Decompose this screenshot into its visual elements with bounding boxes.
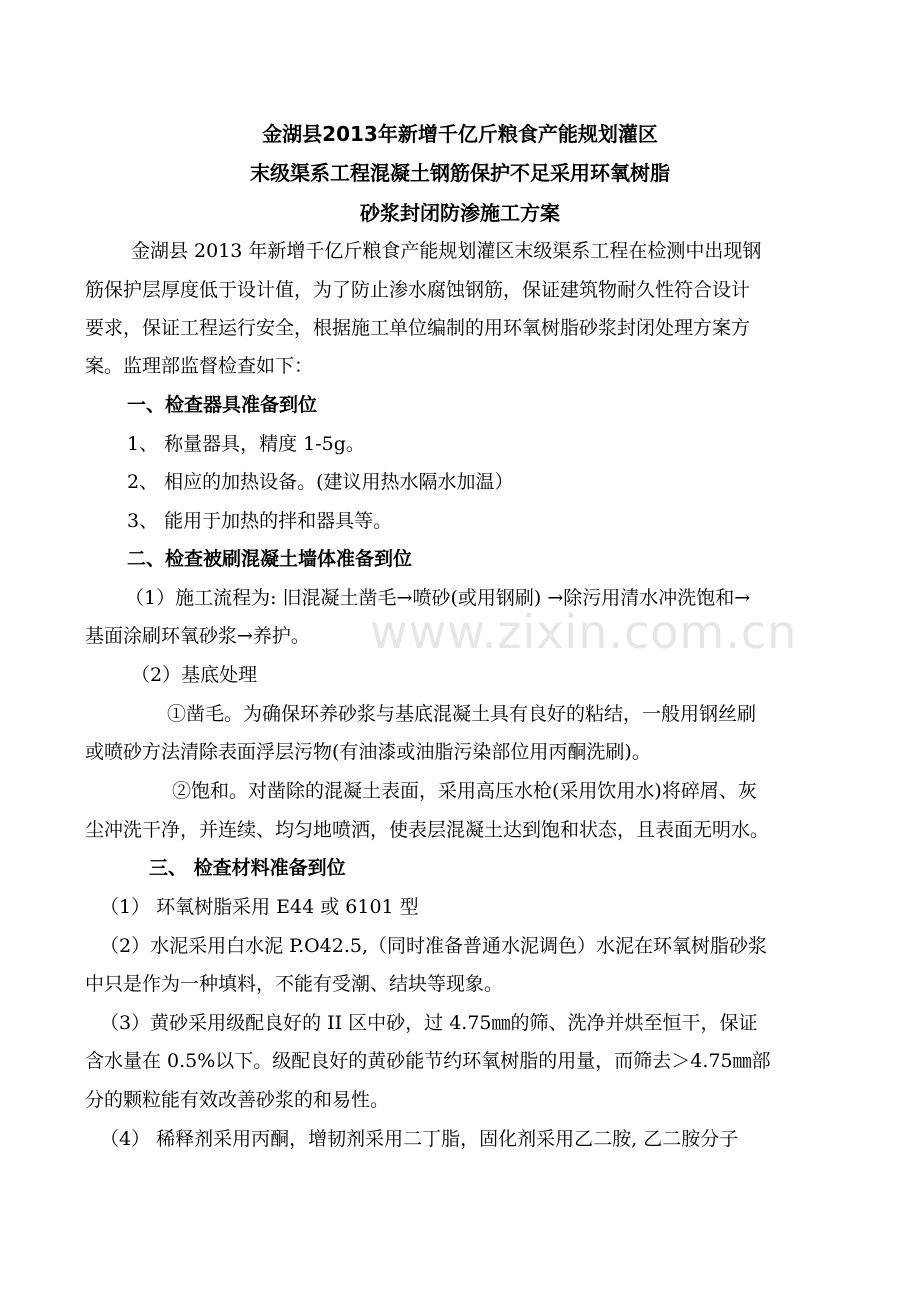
intro-line-1: 金湖县 2013 年新增千亿斤粮食产能规划灌区末级渠系工程在检测中出现钢 [131, 240, 762, 262]
section2-saturate-line-1: ②饱和。对凿除的混凝土表面，采用高压水枪(采用饮用水)将碎屑、灰 [172, 780, 757, 802]
section2-heading: 二、检查被刷混凝土墙体准备到位 [127, 548, 413, 570]
section3-item-1: （1） 环氧树脂采用 E44 或 6101 型 [100, 896, 419, 918]
section3-item-3-line-3: 分的颗粒能有效改善砂浆的和易性。 [85, 1089, 390, 1111]
section3-item-4: （4） 稀释剂采用丙酮，增韧剂采用二丁脂，固化剂采用乙二胺, 乙二胺分子 [100, 1128, 739, 1150]
section2-flow-line-1: （1）施工流程为: 旧混凝土凿毛→喷砂(或用钢刷) →除污用清水冲洗饱和→ [125, 587, 751, 609]
section1-item-2: 2、 相应的加热设备。(建议用热水隔水加温） [127, 471, 514, 493]
doc-title-line3: 砂浆封闭防渗施工方案 [360, 201, 560, 225]
watermark-text: www.zixin.com.cn [370, 605, 798, 659]
section1-item-1: 1、 称量器具，精度 1-5g。 [127, 433, 365, 455]
section1-heading: 一、检查器具准备到位 [127, 394, 318, 416]
intro-line-3: 要求，保证工程运行安全，根据施工单位编制的用环氧树脂砂浆封闭处理方案方 [85, 317, 751, 339]
section2-saturate-line-2: 尘冲洗干净，并连续、均匀地喷洒，使表层混凝土达到饱和状态，且表面无明水。 [85, 819, 770, 841]
section1-item-3: 3、 能用于加热的拌和器具等。 [127, 510, 393, 532]
intro-line-2: 筋保护层厚度低于设计值，为了防止渗水腐蚀钢筋，保证建筑物耐久性符合设计 [85, 279, 751, 301]
section2-chisel-line-2: 或喷砂方法清除表面浮层污物(有油漆或油脂污染部位用丙酮洗刷)。 [85, 741, 651, 763]
section3-heading: 三、 检查材料准备到位 [149, 857, 346, 879]
doc-title-line2: 末级渠系工程混凝土钢筋保护不足采用环氧树脂 [250, 161, 670, 185]
section3-item-2-line-1: （2）水泥采用白水泥 P.O42.5,（同时准备普通水泥调色）水泥在环氧树脂砂浆 [100, 935, 768, 957]
section2-base-title: （2）基底处理 [131, 664, 258, 686]
intro-line-4: 案。监理部监督检查如下： [85, 355, 314, 377]
section2-flow-line-2: 基面涂刷环氧砂浆→养护。 [85, 625, 310, 647]
section3-item-3-line-1: （3）黄砂采用级配良好的 II 区中砂，过 4.75㎜的筛、洗净并烘至恒干，保证 [100, 1012, 758, 1034]
doc-title-line1: 金湖县2013年新增千亿斤粮食产能规划灌区 [262, 122, 658, 146]
section3-item-3-line-2: 含水量在 0.5%以下。级配良好的黄砂能节约环氧树脂的用量，而筛去＞4.75㎜部 [85, 1050, 771, 1072]
section3-item-2-line-2: 中只是作为一种填料，不能有受潮、结块等现象。 [85, 973, 504, 995]
section2-chisel-line-1: ①凿毛。为确保环养砂浆与基底混凝土具有良好的粘结，一般用钢丝刷 [167, 703, 757, 725]
